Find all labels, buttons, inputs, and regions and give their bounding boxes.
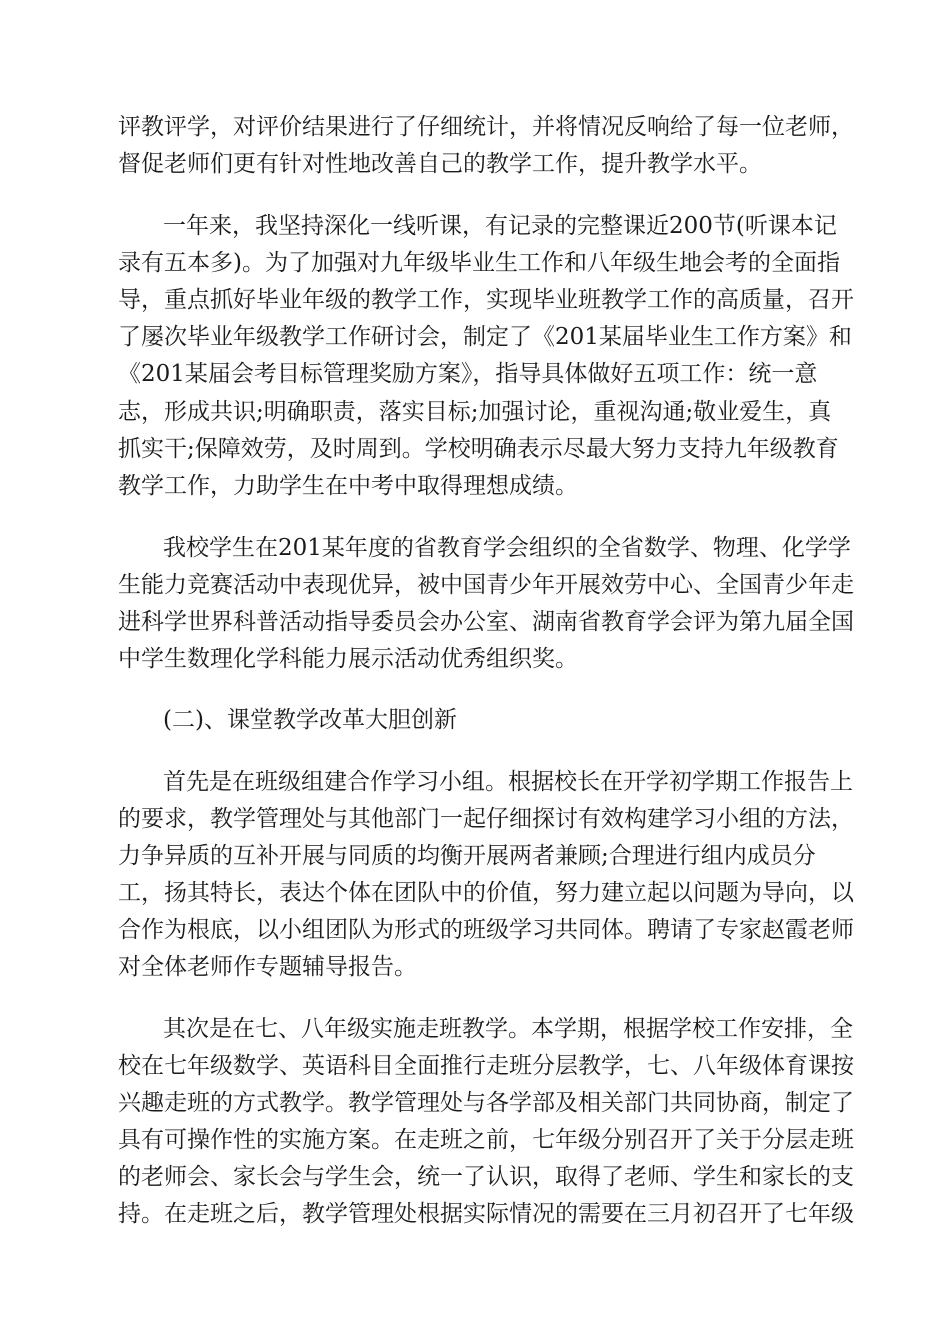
body-text-line: 了屡次毕业年级教学工作研讨会，制定了《201某届毕业生工作方案》和 bbox=[118, 324, 852, 350]
paragraph-first-line: 我校学生在201某年度的省教育学会组织的全省数学、物理、化学学 bbox=[163, 535, 851, 561]
body-text-line: 导，重点抓好毕业年级的教学工作，实现毕业班教学工作的高质量，召开 bbox=[118, 287, 854, 313]
body-text-line: 《201某届会考目标管理奖励方案》，指导具体做好五项工作：统一意 bbox=[118, 361, 818, 387]
body-text-line: 生能力竞赛活动中表现优异，被中国青少年开展效劳中心、全国青少年走 bbox=[118, 572, 854, 598]
body-text-line: 工，扬其特长，表达个体在团队中的价值，努力建立起以问题为导向，以 bbox=[118, 880, 854, 906]
paragraph-first-line: 其次是在七、八年级实施走班教学。本学期，根据学校工作安排，全 bbox=[163, 1016, 853, 1042]
body-text-line: 抓实干;保障效劳，及时周到。学校明确表示尽最大努力支持九年级教育 bbox=[118, 436, 839, 462]
body-text-line: 录有五本多)。为了加强对九年级毕业生工作和八年级生地会考的全面指 bbox=[118, 250, 840, 276]
body-text-line: 评教评学，对评价结果进行了仔细统计，并将情况反响给了每一位老师， bbox=[118, 114, 854, 140]
body-text-line: 督促老师们更有针对性地改善自己的教学工作，提升教学水平。 bbox=[118, 151, 762, 177]
body-text-line: 兴趣走班的方式教学。教学管理处与各学部及相关部门共同协商，制定了 bbox=[118, 1090, 854, 1116]
body-text-line: 教学工作，力助学生在中考中取得理想成绩。 bbox=[118, 473, 578, 499]
body-text-line: 力争异质的互补开展与同质的均衡开展两者兼顾;合理进行组内成员分 bbox=[118, 843, 816, 869]
section-heading: (二)、课堂教学改革大胆创新 bbox=[163, 707, 457, 733]
body-text-line: 持。在走班之后，教学管理处根据实际情况的需要在三月初召开了七年级 bbox=[118, 1201, 854, 1227]
body-text-line: 志，形成共识;明确职责，落实目标;加强讨论，重视沟通;敬业爱生，真 bbox=[118, 399, 832, 425]
body-text-line: 对全体老师作专题辅导报告。 bbox=[118, 954, 417, 980]
body-text-line: 进科学世界科普活动指导委员会办公室、湖南省教育学会评为第九届全国 bbox=[118, 609, 854, 635]
body-text-line: 的老师会、家长会与学生会，统一了认识，取得了老师、学生和家长的支 bbox=[118, 1164, 854, 1190]
body-text-line: 的要求，教学管理处与其他部门一起仔细探讨有效构建学习小组的方法， bbox=[118, 806, 854, 832]
body-text-line: 中学生数理化学科能力展示活动优秀组织奖。 bbox=[118, 646, 578, 672]
body-text-line: 校在七年级数学、英语科目全面推行走班分层教学，七、八年级体育课按 bbox=[118, 1053, 854, 1079]
paragraph-first-line: 一年来，我坚持深化一线听课，有记录的完整课近200节(听课本记 bbox=[163, 213, 837, 239]
body-text-line: 具有可操作性的实施方案。在走班之前，七年级分别召开了关于分层走班 bbox=[118, 1127, 854, 1153]
paragraph-first-line: 首先是在班级组建合作学习小组。根据校长在开学初学期工作报告上 bbox=[163, 769, 853, 795]
body-text-line: 合作为根底，以小组团队为形式的班级学习共同体。聘请了专家赵霞老师 bbox=[118, 917, 854, 943]
